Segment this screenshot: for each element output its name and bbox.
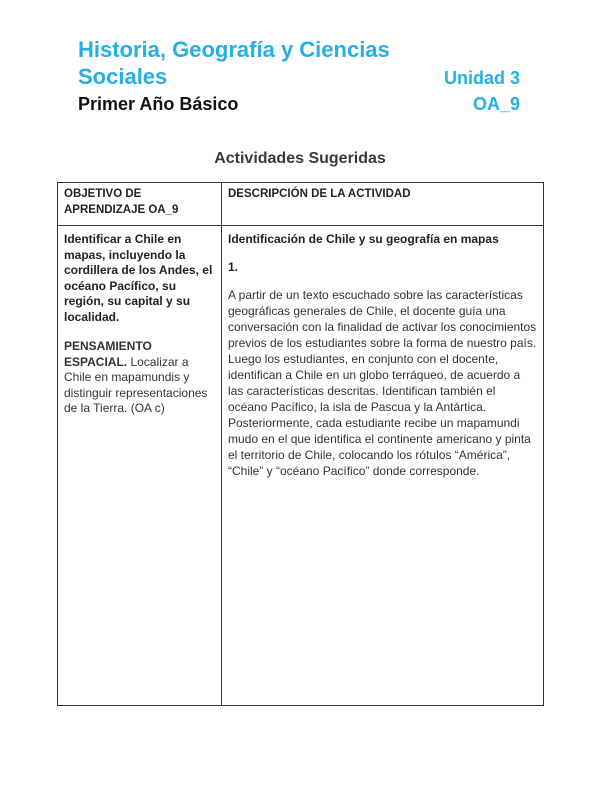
objective-cell: [58, 226, 222, 706]
table-row: [58, 226, 544, 706]
header-objective: OBJETIVO DE APRENDIZAJE OA_9: [58, 183, 222, 226]
table-header-row: [58, 183, 544, 226]
activity-title: Identificación de Chile y su geografía en mapas: [228, 232, 499, 246]
subject-title-line1: Historia, Geografía y Ciencias: [78, 37, 390, 62]
activities-table: [57, 182, 544, 706]
title-line-1: [78, 36, 520, 63]
skill-text-block: [64, 339, 215, 417]
objective-text: Identificar a Chile en mapas, incluyendo la cordillera de los Andes, el océano Pacífico, su región, su capital y su localidad.: [64, 232, 213, 324]
activity-number: 1.: [228, 259, 239, 274]
unit-label: Unidad 3: [443, 68, 520, 88]
subject-title-line2: Sociales: [78, 64, 168, 89]
document-header: [78, 36, 520, 116]
skill-name: PENSAMIENTO ESPACIAL.: [64, 339, 152, 369]
description-cell: [222, 226, 544, 706]
title-line-2: [78, 63, 520, 92]
section-title: Actividades Sugeridas: [214, 150, 386, 167]
oa-label: OA_9: [472, 94, 520, 114]
skill-description: Localizar a Chile en mapamundis y distinguir representaciones de la Tierra. (OA c): [64, 354, 208, 415]
activity-text: A partir de un texto escuchado sobre las características geográficas generales de Chile, el docente guía una conversación con la finalidad de activar los conocimientos previos de los estudiantes sobre la forma de nuestro país. Luego los estudiantes, en conjunto con el docente, identifican a Chile en un globo terráqueo, de acuerdo a las características descritas. Identifican también el océano Pacífico, la isla de Pascua y la Antártica. Posteriormente, cada estudiante recibe un mapamundi mudo en el que identifica el continente americano y pinta el territorio de Chile, colocando los rótulos “América”, “Chile” y “océano Pacífico” donde corresponde.: [228, 288, 537, 478]
grade-label: Primer Año Básico: [78, 94, 239, 114]
grade-line: [78, 92, 520, 116]
header-description: DESCRIPCIÓN DE LA ACTIVIDAD: [222, 183, 544, 226]
